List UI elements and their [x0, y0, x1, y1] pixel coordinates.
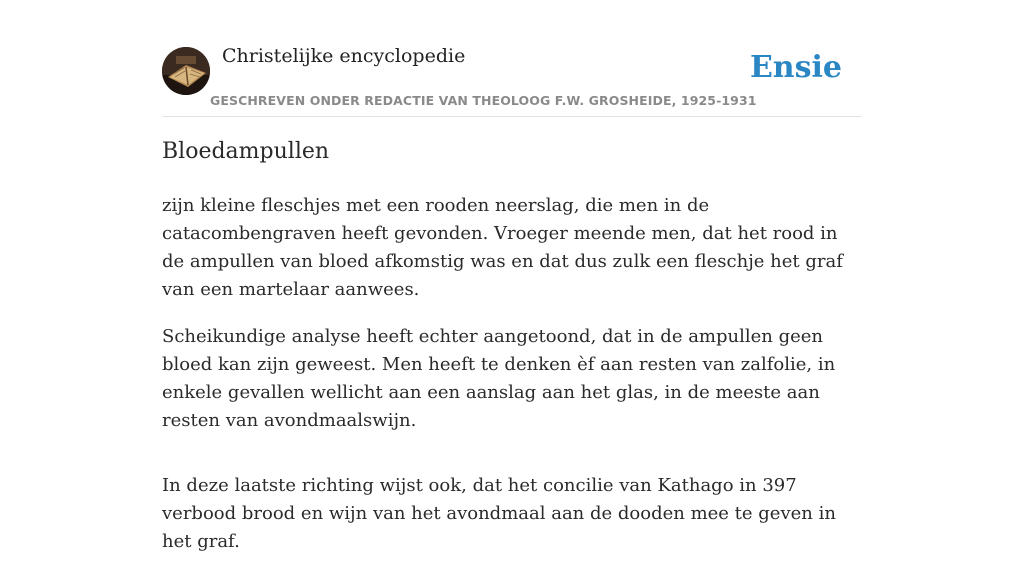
article-paragraph: Scheikundige analyse heeft echter aangetoond, dat in de ampullen geen bloed kan zijn geweest. Men heeft te denken èf aan resten van zalfolie, in enkele gevallen wellicht aan een aanslag aan het glas, in de meeste aan resten van avondmaalswijn. — [162, 326, 836, 431]
site-title[interactable]: Christelijke encyclopedie — [222, 45, 466, 67]
page — [162, 0, 862, 552]
site-subtitle: GESCHREVEN ONDER REDACTIE VAN THEOLOOG F.W. GROSHEIDE, 1925-1931 — [210, 93, 757, 108]
article-title: Bloedampullen — [162, 139, 330, 164]
site-header — [162, 0, 862, 117]
article-paragraph: In deze laatste richting wijst ook, dat het concilie van Kathago in 397 verbood brood en wijn van het avondmaal aan de dooden mee te geven in het graf. — [162, 475, 836, 552]
article-body — [162, 192, 862, 575]
book-photo-icon[interactable] — [162, 47, 210, 95]
ensie-logo[interactable]: Ensie — [749, 50, 842, 85]
article-paragraph: zijn kleine fleschjes met een rooden neerslag, die men in de catacombengraven heeft gevonden. Vroeger meende men, dat het rood in de ampullen van bloed afkomstig was en dat dus zulk een fleschje het graf van een martelaar aanwees. — [162, 195, 843, 300]
